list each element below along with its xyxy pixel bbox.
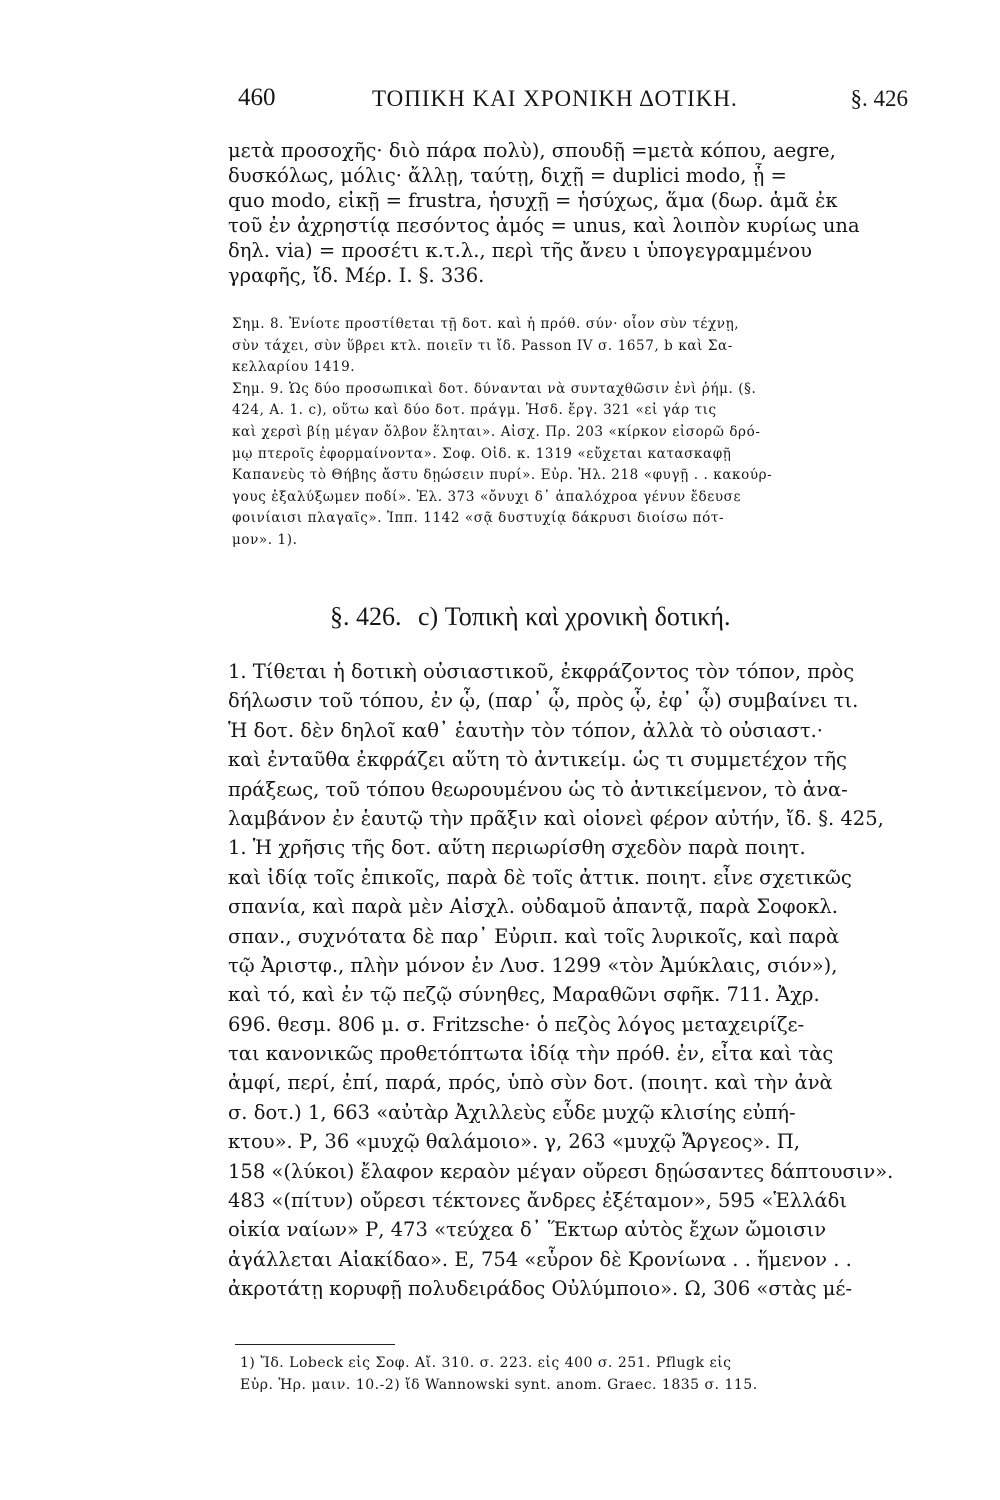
body-line: κτου». Ρ, 36 «μυχῷ θαλάμοιο». γ, 263 «μυχῷ Ἄργεος». Π, <box>228 1130 800 1154</box>
section-number: §. 426. <box>330 602 402 631</box>
body-line: ἀγάλλεται Αἰακίδαο». Ε, 754 «εὗρον δὲ Κρονίωνα . . ἥμενον . . <box>228 1247 852 1271</box>
body-line: 696. θεσμ. 806 μ. σ. Fritzsche· ὁ πεζὸς λόγος μεταχειρίζε- <box>228 1012 805 1036</box>
continuation-text <box>228 138 918 288</box>
body-line: καὶ ἐνταῦθα ἐκφράζει αὕτη τὸ ἀντικείμ. ὡς τι συμμετέχον τῆς <box>228 748 847 772</box>
body-line: 158 «(λύκοι) ἔλαφον κεραὸν μέγαν οὔρεσι δῃώσαντες δάπτουσιν». <box>228 1159 894 1183</box>
body-line: 483 «(πίτυν) οὔρεσι τέκτονες ἄνδρες ἐξέταμον», 595 «Ἑλλάδι <box>228 1189 848 1213</box>
footnote-rule <box>235 1344 395 1345</box>
body-line: ται κανονικῶς προθετόπτωτα ἰδίᾳ τὴν πρόθ. ἐν, εἶτα καὶ τὰς <box>228 1042 834 1066</box>
note-line: μον». 1). <box>232 531 298 548</box>
body-line: 1. Ἡ χρῆσις τῆς δοτ. αὕτη περιωρίσθη σχεδὸν παρὰ ποιητ. <box>228 836 806 860</box>
page-number: 460 <box>238 84 276 111</box>
page-header <box>238 84 908 120</box>
body-line: 1. Τίθεται ἡ δοτικὴ οὐσιαστικοῦ, ἐκφράζοντος τὸν τόπον, πρὸς <box>228 660 855 683</box>
body-line: ἀμφί, περί, ἐπί, παρά, πρός, ὑπὸ σὺν δοτ. (ποιητ. καὶ τὴν ἀνὰ <box>228 1071 833 1095</box>
note-line: φοινίαισι πλαγαῖς». Ἱππ. 1142 «σᾷ δυστυχίᾳ δάκρυσι διοίσω πότ- <box>232 510 725 527</box>
text-line: quo modo, εἰκῇ = frustra, ἡσυχῇ = ἡσύχως, ἅμα (δωρ. ἁμᾶ ἐκ <box>228 189 838 212</box>
body-line: σ. δοτ.) 1, 663 «αὐτὰρ Ἀχιλλεὺς εὗδε μυχῷ κλισίης εὐπή- <box>228 1100 796 1124</box>
running-title: ΤΟΠΙΚΗ ΚΑΙ ΧΡΟΝΙΚΗ ΔΟΤΙΚΗ. <box>372 86 738 111</box>
footnote-line: 1) Ἴδ. Lobeck εἰς Σοφ. Αἴ. 310. σ. 223. εἰς 400 σ. 251. Pflugk εἰς <box>240 1355 732 1371</box>
section-title: c) Τοπικὴ καὶ χρονικὴ δοτική. <box>418 602 731 631</box>
note-line: Σημ. 9. Ὡς δύο προσωπικαὶ δοτ. δύνανται νὰ συνταχθῶσιν ἐνὶ ῥήμ. (§. <box>232 380 757 397</box>
note-line: Σημ. 8. Ἐνίοτε προστίθεται τῇ δοτ. καὶ ἡ πρόθ. σύν· οἷον σὺν τέχνῃ, <box>232 316 740 332</box>
text-line: μετὰ προσοχῆς· διὸ πάρα πολὺ), σπουδῇ =μετὰ κόπου, aegre, <box>228 139 836 162</box>
body-line: τῷ Ἀριστφ., πλὴν μόνον ἐν Λυσ. 1299 «τὸν Ἀμύκλαις, σιόν»), <box>228 953 838 977</box>
body-line: ἀκροτάτῃ κορυφῇ πολυδειράδος Οὐλύμποιο». Ω, 306 «στὰς μέ- <box>228 1277 853 1301</box>
body-line: δήλωσιν τοῦ τόπου, ἐν ᾧ, (παρ᾽ ᾧ, πρὸς ᾧ, ἐφ᾽ ᾧ) συμβαίνει τι. <box>228 689 859 713</box>
section-heading <box>330 602 730 632</box>
body-line: λαμβάνον ἐν ἑαυτῷ τὴν πρᾶξιν καὶ οἱονεὶ φέρον αὐτήν, ἴδ. §. 425, <box>228 806 884 830</box>
note-line: 424, A. 1. c), οὕτω καὶ δύο δοτ. πράγμ. Ἡσδ. ἔργ. 321 «εἰ γάρ τις <box>232 402 717 419</box>
header-section-ref: §. 426 <box>850 86 908 111</box>
body-line: σπαν., συχνότατα δὲ παρ᾽ Εὐριπ. καὶ τοῖς λυρικοῖς, καὶ παρὰ <box>228 924 840 948</box>
note-line: Καπανεὺς τὸ Θήβης ἄστυ δῃώσειν πυρί». Εὐρ. Ἠλ. 218 «φυγῇ . . κακούρ- <box>232 467 773 484</box>
note-line: σὺν τάχει, σὺν ὕβρει κτλ. ποιεῖν τι ἴδ. Passon IV σ. 1657, b καὶ Σα- <box>232 337 733 354</box>
body-line: οἰκία ναίων» Ρ, 473 «τεύχεα δ᾽ Ἕκτωρ αὐτὸς ἔχων ὤμοισιν <box>228 1218 827 1242</box>
body-line: καὶ ἰδίᾳ τοῖς ἐπικοῖς, παρὰ δὲ τοῖς ἀττικ. ποιητ. εἶνε σχετικῶς <box>228 865 852 889</box>
body-line: καὶ τό, καὶ ἐν τῷ πεζῷ σύνηθες, Μαραθῶνι σφῆκ. 711. Ἀχρ. <box>228 983 820 1007</box>
text-line: δυσκόλως, μόλις· ἄλλῃ, ταύτῃ, διχῇ = duplici modo, ᾗ = <box>228 164 787 187</box>
footnotes <box>240 1352 930 1396</box>
body-line: σπανία, καὶ παρὰ μὲν Αἰσχλ. οὐδαμοῦ ἀπαντᾷ, παρὰ Σοφοκλ. <box>228 895 838 919</box>
note-line: γους ἐξαλύξωμεν ποδί». Ἑλ. 373 «ὄνυχι δ᾽ ἁπαλόχροα γένυν ἔδευσε <box>232 488 742 505</box>
text-line: δηλ. via) = προσέτι κ.τ.λ., περὶ τῆς ἄνευ ι ὑπογεγραμμένου <box>228 239 812 262</box>
note-line: μῳ πτεροῖς ἐφορμαίνοντα». Σοφ. Οἰδ. κ. 1319 «εὔχεται κατασκαφῇ <box>232 445 732 462</box>
body-text <box>228 657 918 1304</box>
text-line: γραφῆς, ἴδ. Μέρ. I. §. 336. <box>228 264 485 287</box>
note-line: καὶ χερσὶ βίῃ μέγαν ὄλβον ἕληται». Αἰσχ. Πρ. 203 «κίρκον εἰσορῶ δρό- <box>232 423 761 440</box>
footnote-line: Εὐρ. Ἡρ. μαιν. 10.-2) ἴδ Wannowski synt. anom. Graec. 1835 σ. 115. <box>240 1377 758 1393</box>
text-line: τοῦ ἐν ἀχρηστίᾳ πεσόντος ἀμός = unus, καὶ λοιπὸν κυρίως una <box>228 214 860 237</box>
notes-block <box>232 314 922 552</box>
note-line: κελλαρίου 1419. <box>232 359 356 376</box>
body-line: Ἡ δοτ. δὲν δηλοῖ καθ᾽ ἑαυτὴν τὸν τόπον, ἀλλὰ τὸ οὐσιαστ.· <box>228 718 823 742</box>
body-line: πράξεως, τοῦ τόπου θεωρουμένου ὡς τὸ ἀντικείμενον, τὸ ἀνα- <box>228 777 848 801</box>
